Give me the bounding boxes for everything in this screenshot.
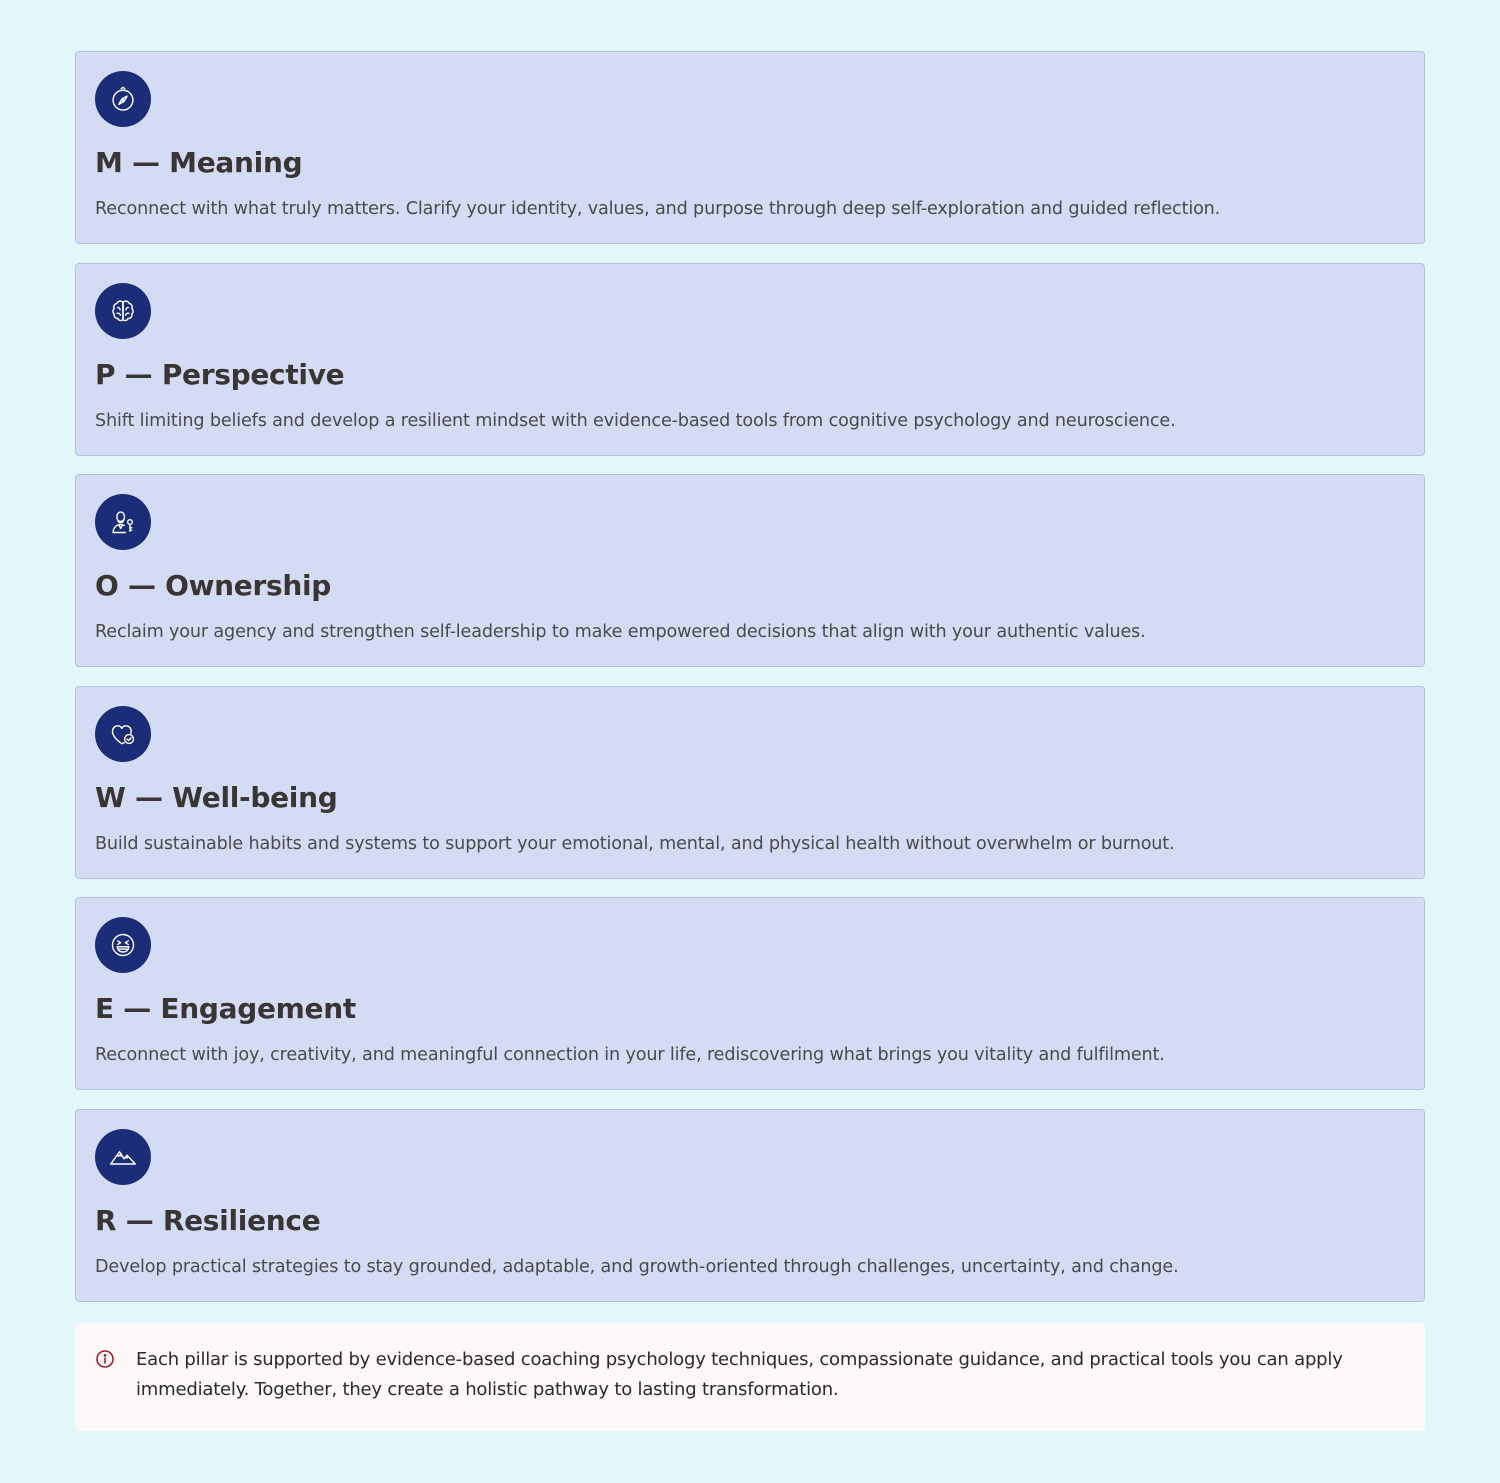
pillar-card-well-being <box>75 686 1425 879</box>
mountain-icon <box>95 1129 151 1185</box>
pillar-description: Build sustainable habits and systems to support your emotional, mental, and physical health without overwhelm or burnout. <box>95 833 1175 854</box>
info-icon <box>95 1349 115 1369</box>
pillar-list <box>75 51 1425 1320</box>
pillar-title: R — Resilience <box>95 1203 321 1237</box>
laughing-face-icon <box>95 917 151 973</box>
pillar-title: E — Engagement <box>95 992 356 1025</box>
pillar-title: O — Ownership <box>95 569 332 602</box>
pillar-title: P — Perspective <box>95 357 345 391</box>
brain-icon <box>95 283 151 339</box>
pillar-card-perspective <box>75 263 1425 456</box>
pillar-card-engagement <box>75 897 1425 1090</box>
pillar-title: W — Well-being <box>95 780 338 814</box>
pillar-description: Reclaim your agency and strengthen self-leadership to make empowered decisions that align with your authentic values. <box>95 622 1146 642</box>
compass-icon <box>95 71 151 127</box>
pillar-title: M — Meaning <box>95 146 303 179</box>
heart-check-icon <box>95 706 151 762</box>
pillar-description: Shift limiting beliefs and develop a resilient mindset with evidence-based tools from cognitive psychology and neuroscience. <box>95 410 1176 431</box>
pillar-description: Reconnect with joy, creativity, and meaningful connection in your life, rediscovering what brings you vitality and fulfilment. <box>95 1045 1165 1065</box>
pillar-card-ownership <box>75 474 1425 667</box>
info-note-text: Each pillar is supported by evidence-based coaching psychology techniques, compassionate guidance, and practical tools you can apply immediately. Together, they create a holistic pathway to lasting transformation. <box>136 1349 1343 1400</box>
info-note <box>75 1323 1425 1431</box>
pillar-card-resilience <box>75 1109 1425 1302</box>
pillar-description: Develop practical strategies to stay grounded, adaptable, and growth-oriented through challenges, uncertainty, and change. <box>95 1256 1179 1277</box>
pillar-description: Reconnect with what truly matters. Clarify your identity, values, and purpose through deep self-exploration and guided reflection. <box>95 199 1221 219</box>
person-key-icon <box>95 494 151 550</box>
pillar-card-meaning <box>75 51 1425 244</box>
